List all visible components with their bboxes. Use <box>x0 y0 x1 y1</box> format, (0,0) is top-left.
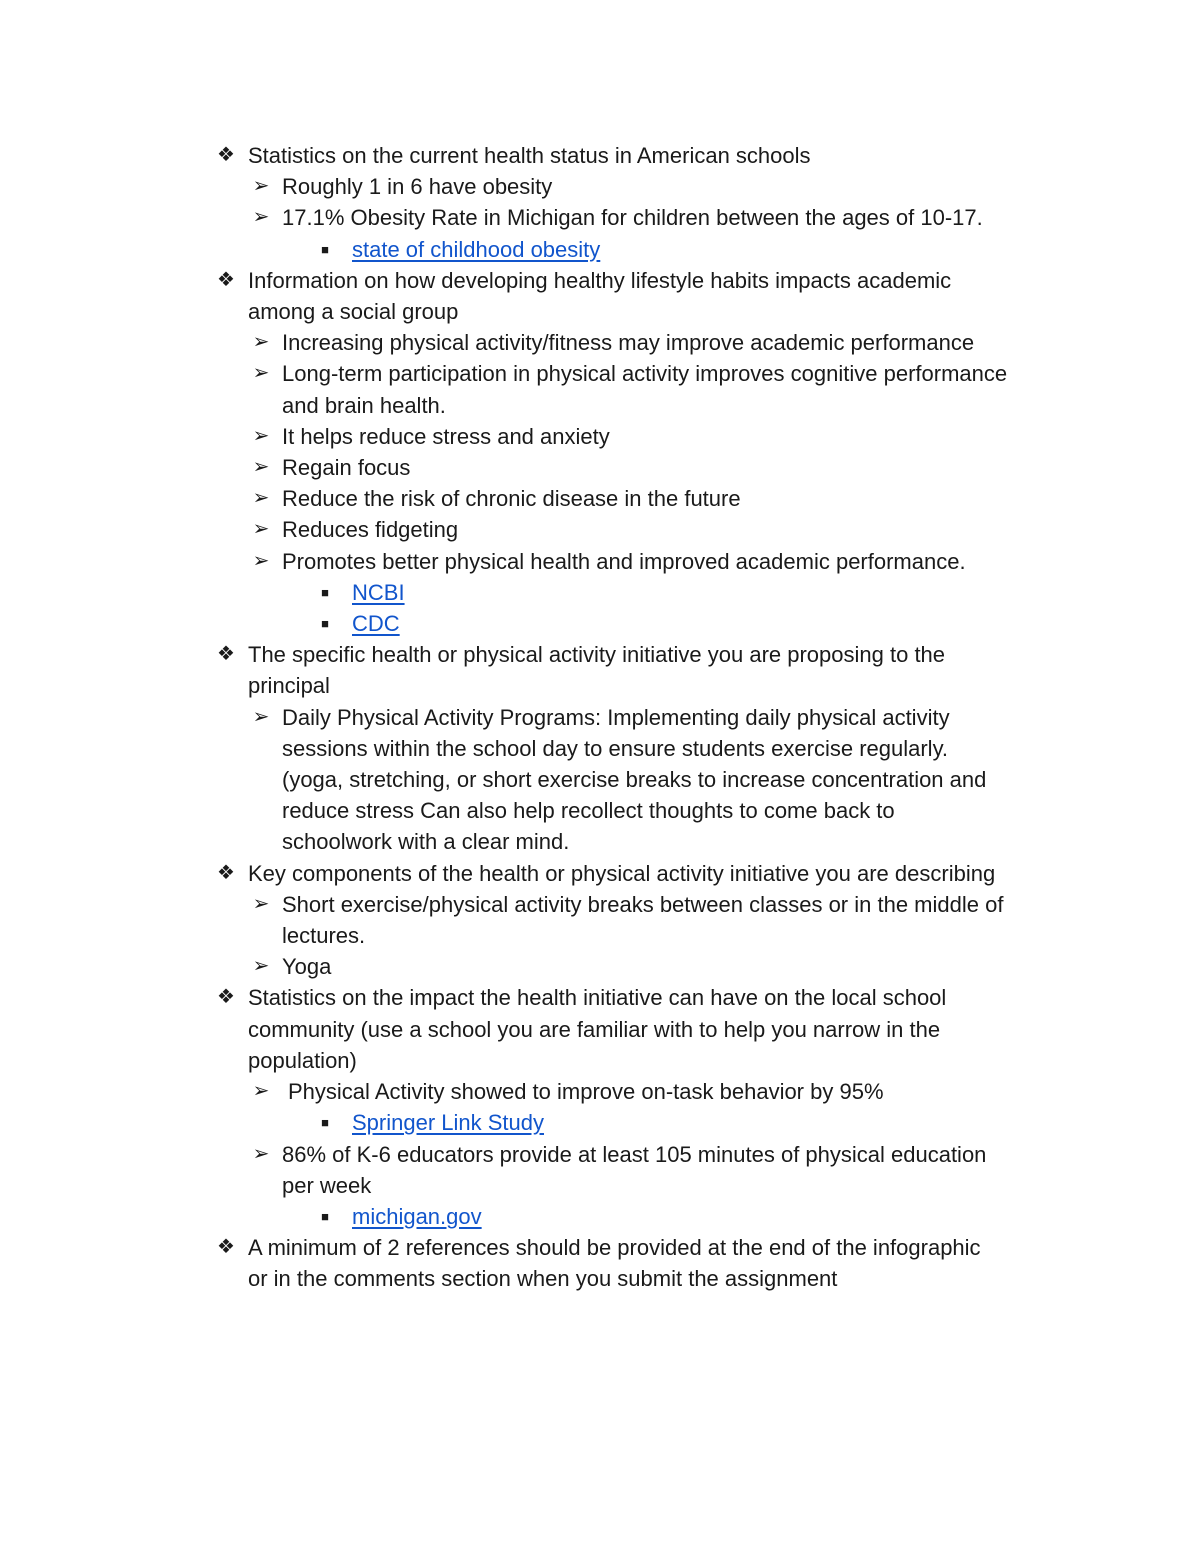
link-item <box>0 1107 1200 1138</box>
list-item-text: Long-term participation in physical activity improves cognitive performance <box>282 361 1008 387</box>
link-item <box>0 1201 1200 1232</box>
section-heading <box>0 265 1200 296</box>
list-item <box>0 951 1200 982</box>
list-item-continued <box>0 795 1200 826</box>
section-heading <box>0 140 1200 171</box>
list-item-text: Reduces fidgeting <box>282 517 459 543</box>
list-item-text: Yoga <box>282 954 332 980</box>
arrowhead-bullet-icon: ➢ <box>252 705 270 728</box>
link-springer-link-study[interactable]: Springer Link Study <box>352 1110 544 1136</box>
arrowhead-bullet-icon: ➢ <box>252 362 270 385</box>
diamond-bullet-icon: ❖ <box>217 643 235 666</box>
section-text: The specific health or physical activity initiative you are proposing to the <box>248 642 946 668</box>
square-bullet-icon: ■ <box>321 241 329 257</box>
link-state-of-childhood-obesity[interactable]: state of childhood obesity <box>352 236 601 262</box>
square-bullet-icon: ■ <box>321 584 329 600</box>
link-item <box>0 577 1200 608</box>
list-item-text: schoolwork with a clear mind. <box>282 829 570 855</box>
list-item-text: Regain focus <box>282 455 411 481</box>
section-text: principal <box>248 673 330 699</box>
link-item <box>0 608 1200 639</box>
list-item-text: per week <box>282 1172 372 1198</box>
list-item <box>0 483 1200 514</box>
section-text: Statistics on the current health status in American schools <box>248 143 811 168</box>
list-item <box>0 514 1200 545</box>
link-cdc[interactable]: CDC <box>352 611 400 637</box>
diamond-bullet-icon: ❖ <box>217 268 235 291</box>
list-item-text: and brain health. <box>282 392 446 418</box>
section-heading <box>0 982 1200 1013</box>
section-text: among a social group <box>248 299 459 325</box>
arrowhead-bullet-icon: ➢ <box>252 175 270 198</box>
list-item-text: 86% of K-6 educators provide at least 105 minutes of physical education <box>282 1141 987 1167</box>
list-item-continued <box>0 764 1200 795</box>
arrowhead-bullet-icon: ➢ <box>252 206 270 229</box>
section-text: or in the comments section when you submit the assignment <box>248 1266 838 1292</box>
section-heading-continued <box>0 1263 1200 1294</box>
document-page <box>0 140 1200 1295</box>
diamond-bullet-icon: ❖ <box>217 1236 235 1259</box>
section-text: Information on how developing healthy lifestyle habits impacts academic <box>248 267 952 293</box>
section-heading <box>0 858 1200 889</box>
arrowhead-bullet-icon: ➢ <box>252 1080 270 1103</box>
section-heading-continued <box>0 1014 1200 1045</box>
list-item-text: Short exercise/physical activity breaks between classes or in the middle of <box>282 891 1004 917</box>
arrowhead-bullet-icon: ➢ <box>252 1142 270 1165</box>
list-item-text: 17.1% Obesity Rate in Michigan for children between the ages of 10-17. <box>282 205 983 231</box>
section-text: community (use a school you are familiar with to help you narrow in the <box>248 1016 941 1042</box>
list-item <box>0 1139 1200 1170</box>
list-item <box>0 421 1200 452</box>
section-heading-continued <box>0 670 1200 701</box>
list-item <box>0 327 1200 358</box>
list-item-text: Increasing physical activity/fitness may improve academic performance <box>282 330 975 356</box>
arrowhead-bullet-icon: ➢ <box>252 955 270 978</box>
list-item <box>0 546 1200 577</box>
list-item-text: Physical Activity showed to improve on-task behavior by 95% <box>288 1079 884 1105</box>
link-ncbi[interactable]: NCBI <box>352 579 405 605</box>
list-item-text: Reduce the risk of chronic disease in the future <box>282 486 741 512</box>
arrowhead-bullet-icon: ➢ <box>252 518 270 541</box>
list-item-text: sessions within the school day to ensure students exercise regularly. <box>282 735 949 761</box>
arrowhead-bullet-icon: ➢ <box>252 487 270 510</box>
arrowhead-bullet-icon: ➢ <box>252 892 270 915</box>
list-item-text: lectures. <box>282 923 366 949</box>
section-heading-continued <box>0 1045 1200 1076</box>
list-item-continued <box>0 390 1200 421</box>
list-item <box>0 358 1200 389</box>
list-item-continued <box>0 826 1200 857</box>
section-text: population) <box>248 1047 357 1073</box>
section-heading <box>0 639 1200 670</box>
section-text: Statistics on the impact the health initiative can have on the local school <box>248 985 947 1011</box>
list-item-text: reduce stress Can also help recollect thoughts to come back to <box>282 798 895 824</box>
list-item-text: Promotes better physical health and improved academic performance. <box>282 548 966 574</box>
list-item <box>0 452 1200 483</box>
list-item <box>0 702 1200 733</box>
diamond-bullet-icon: ❖ <box>217 986 235 1009</box>
arrowhead-bullet-icon: ➢ <box>252 549 270 572</box>
section-heading <box>0 1232 1200 1263</box>
list-item-text: (yoga, stretching, or short exercise breaks to increase concentration and <box>282 767 987 793</box>
list-item <box>0 889 1200 920</box>
diamond-bullet-icon: ❖ <box>217 144 235 166</box>
list-item <box>0 171 1200 202</box>
list-item-text: It helps reduce stress and anxiety <box>282 423 610 449</box>
link-item <box>0 234 1200 265</box>
square-bullet-icon: ■ <box>321 1208 329 1224</box>
section-heading-continued <box>0 296 1200 327</box>
list-item <box>0 1076 1200 1107</box>
diamond-bullet-icon: ❖ <box>217 861 235 884</box>
square-bullet-icon: ■ <box>321 1115 329 1131</box>
list-item-continued <box>0 1170 1200 1201</box>
list-item-continued <box>0 733 1200 764</box>
list-item-continued <box>0 920 1200 951</box>
list-item-text: Roughly 1 in 6 have obesity <box>282 174 553 200</box>
square-bullet-icon: ■ <box>321 616 329 632</box>
list-item-text: Daily Physical Activity Programs: Implementing daily physical activity <box>282 704 950 730</box>
section-text: Key components of the health or physical activity initiative you are describing <box>248 860 996 886</box>
link-michigan-gov[interactable]: michigan.gov <box>352 1203 482 1229</box>
section-text: A minimum of 2 references should be provided at the end of the infographic <box>248 1235 981 1261</box>
list-item <box>0 202 1200 233</box>
arrowhead-bullet-icon: ➢ <box>252 424 270 447</box>
arrowhead-bullet-icon: ➢ <box>252 456 270 479</box>
arrowhead-bullet-icon: ➢ <box>252 331 270 354</box>
